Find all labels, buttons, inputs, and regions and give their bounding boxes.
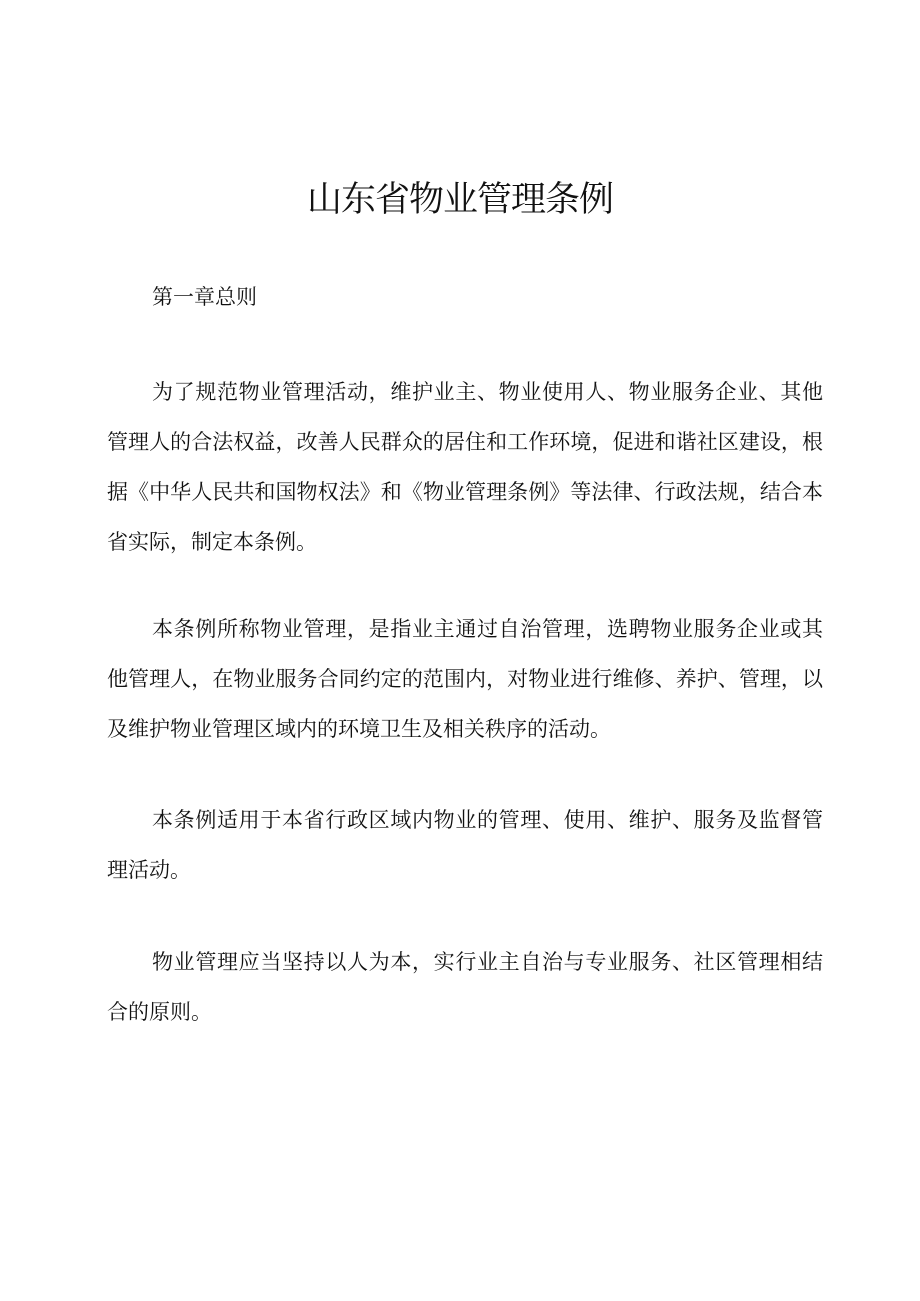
paragraph-scope: 本条例适用于本省行政区域内物业的管理、使用、维护、服务及监督管理活动。 [107, 808, 823, 882]
paragraph-definition: 本条例所称物业管理，是指业主通过自治管理，选聘物业服务企业或其他管理人，在物业服务合同约定的范围内，对物业进行维修、养护、管理，以及维护物业管理区域内的环境卫生及相关秩序的活动。 [107, 617, 823, 741]
paragraph-purpose: 为了规范物业管理活动，维护业主、物业使用人、物业服务企业、其他管理人的合法权益，改善人民群众的居住和工作环境，促进和谐社区建设，根据《中华人民共和国物权法》和《物业管理条例》等法律、行政法规，结合本省实际，制定本条例。 [107, 380, 823, 554]
chapter-heading: 第一章总则 [152, 285, 257, 309]
document-title: 山东省物业管理条例 [306, 180, 613, 220]
paragraph-principle: 物业管理应当坚持以人为本，实行业主自治与专业服务、社区管理相结合的原则。 [107, 950, 823, 1024]
